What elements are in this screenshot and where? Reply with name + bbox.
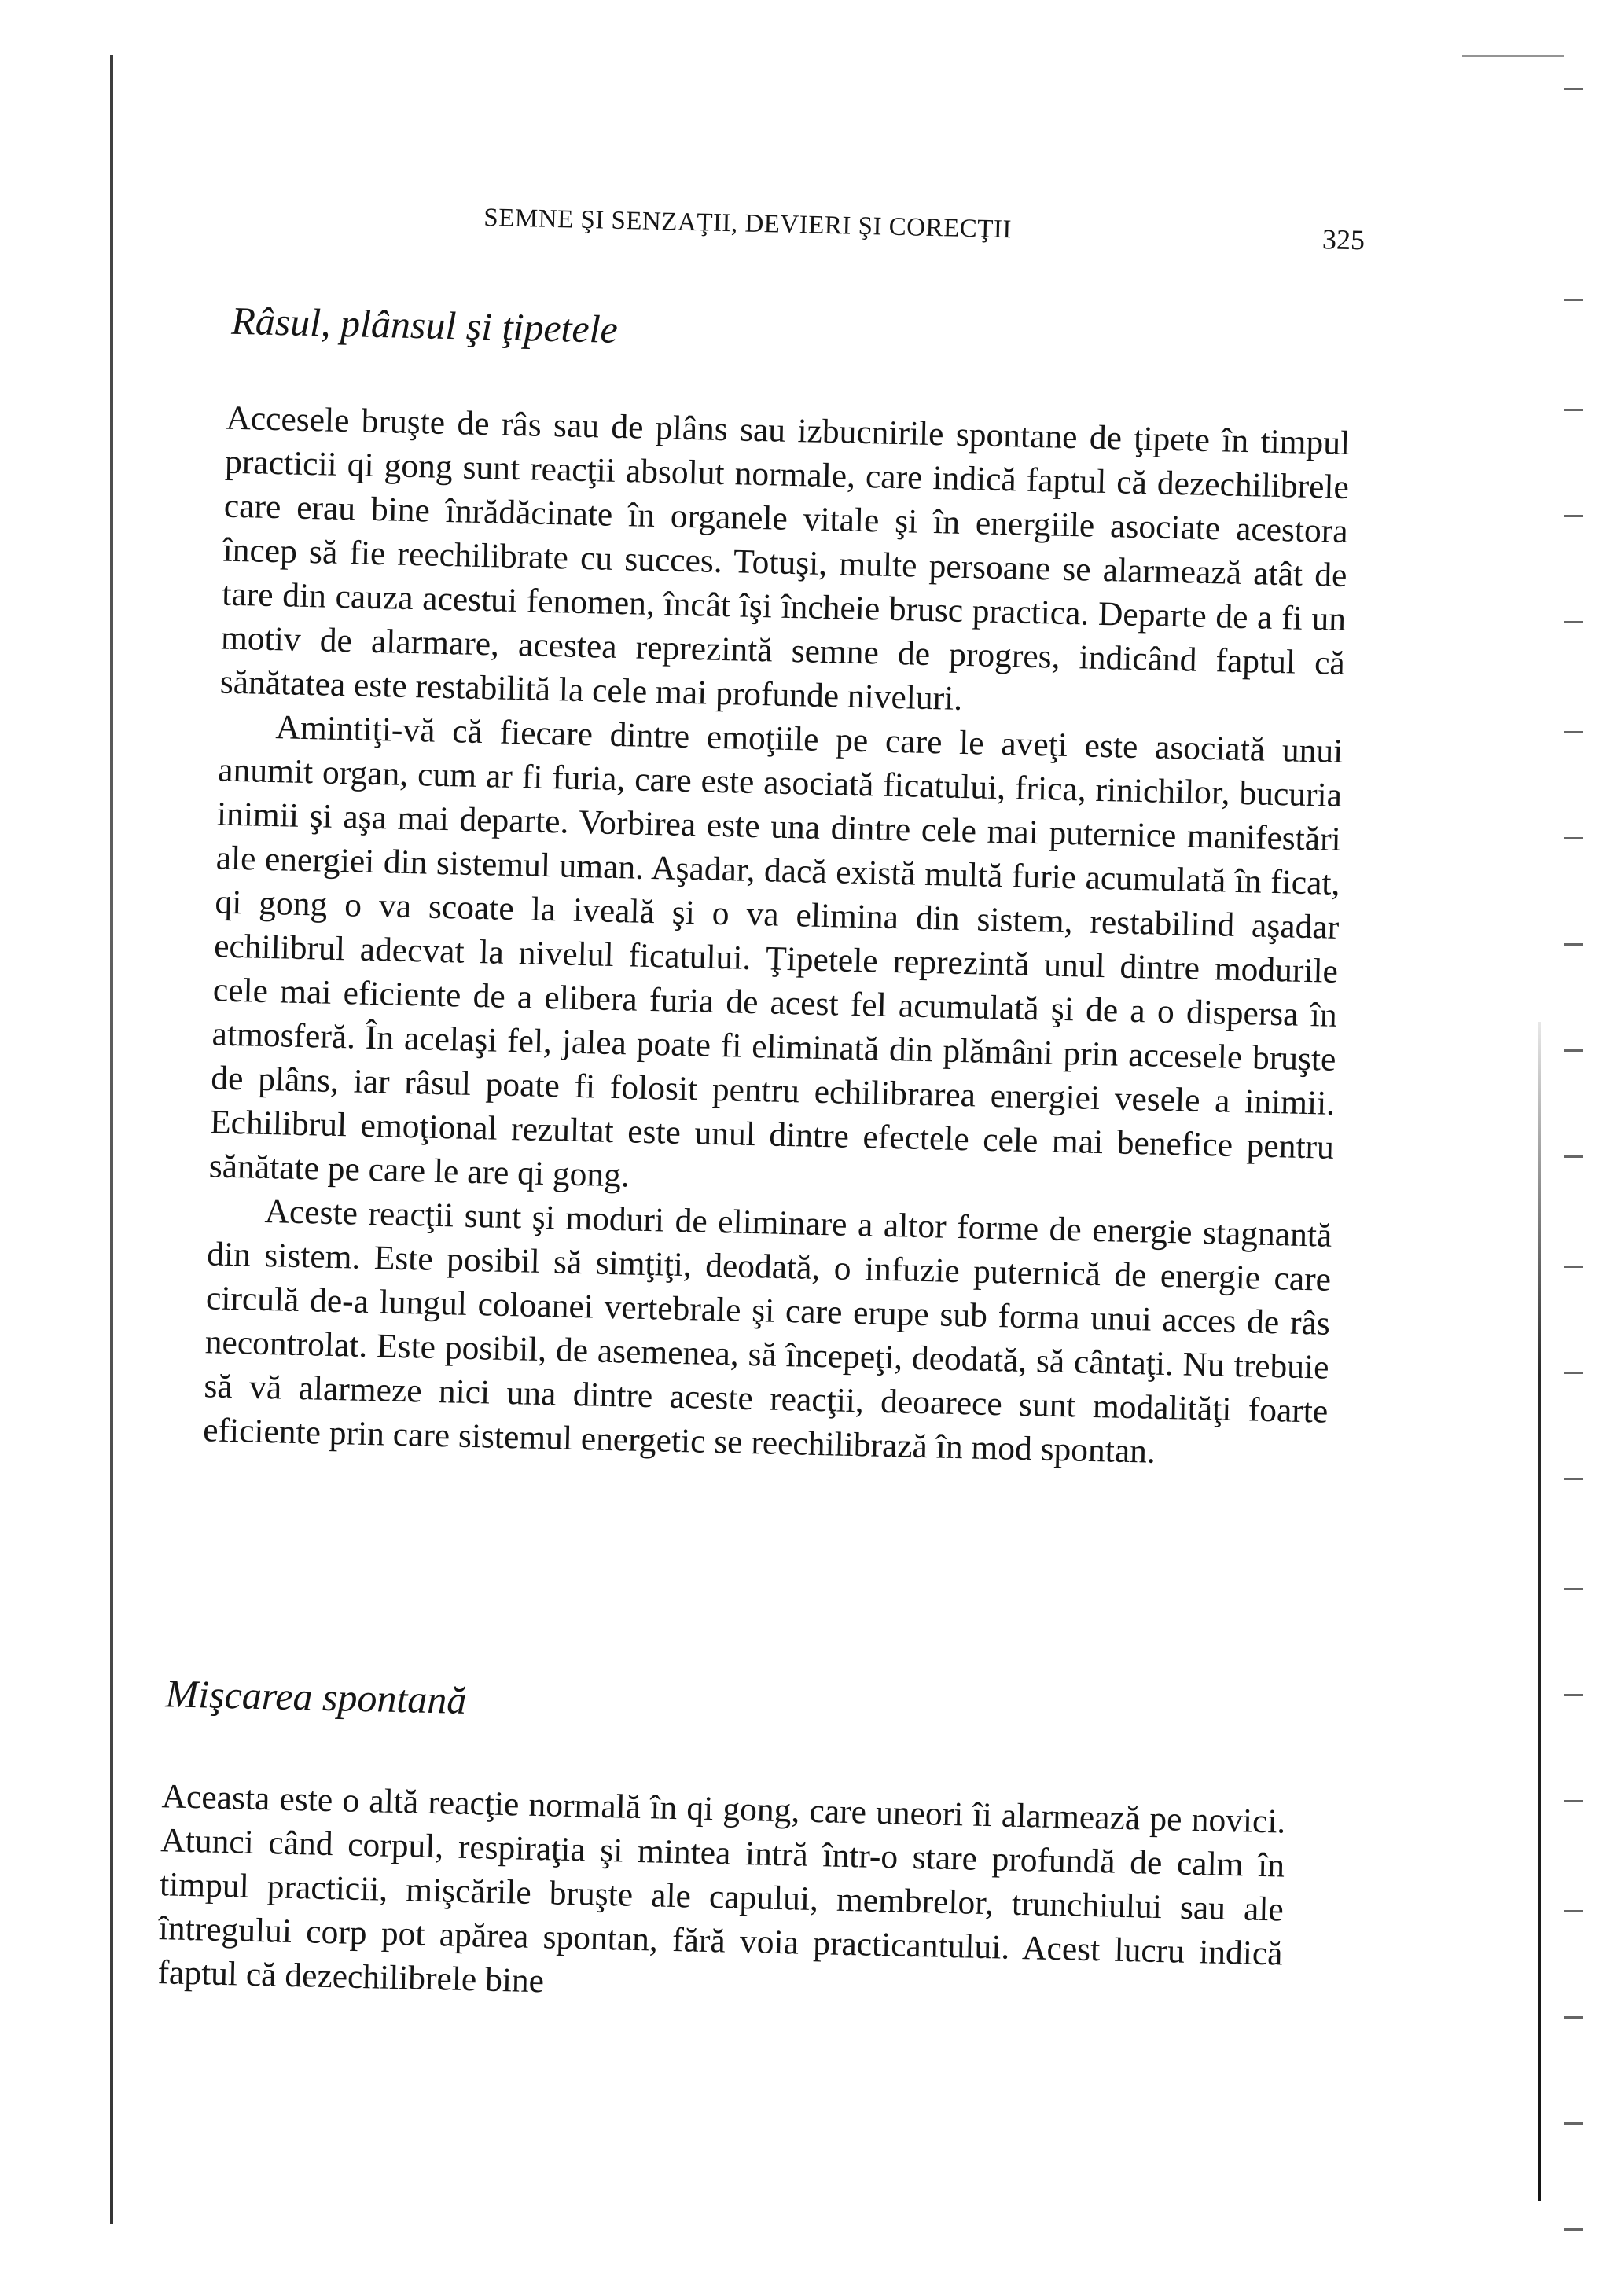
page-number: 325: [1321, 223, 1366, 256]
paragraph: Aceasta este o altă reacţie normală în qi gong, care uneori îi alarmează pe novici. Atunci când corpul, respiraţia şi mintea intră într-o stare profundă de calm în timpul practicii, mişcările bruşte ale capului, membrelor, trunchiului sau ale întregului corp pot apărea spontan, fără voia practicantului. Acest lucru indică faptul că dezechilibrele bine: [157, 1777, 1286, 2000]
section-heading: Mişcarea spontană: [165, 1671, 468, 1722]
paragraph: Accesele bruşte de râs sau de plâns sau izbucnirile spontane de ţipete în timpul practicii qi gong sunt reacţii absolut normale, care indică faptul că dezechilibrele care erau bine înrădăcinate în organele vitale şi în energiile asociate acestora încep să fie reechilibrate cu succes. Totuşi, multe persoane se alarmează atât de tare din cauza acestui fenomen, încât îşi încheie brusc practica. Departe de a fi un motiv de alarmare, acestea reprezintă semne de progres, indicând faptul că sănătatea este restabilită la cele mai profunde niveluri.: [219, 399, 1351, 718]
paragraph: Amintiţi-vă că fiecare dintre emoţiile pe care le aveţi este asociată unui anumit organ, cum ar fi furia, care este asociată ficatului, frica, rinichilor, bucuria inimii şi aşa mai departe. Vorbirea este una dintre cele mai puternice manifestări ale energiei din sistemul uman. Aşadar, dacă există multă furie acumulată în ficat, qi gong o va scoate la iveală şi o va elimina din sistem, restabilind aşadar echilibrul adecvat la nivelul ficatului. Ţipetele reprezintă unul dintre modurile cele mai eficiente de a elibera furia de acest fel acumulată şi de a o dispersa în atmosferă. În acelaşi fel, jalea poate fi eliminată din plămâni prin accesele bruşte de plâns, iar râsul poate fi folosit pentru echilibrarea energiei vesele a inimii. Echilibrul emoţional rezultat este unul dintre efectele cele mai benefice pentru sănătate pe care le are qi gong.: [208, 708, 1344, 1195]
section-heading: Râsul, plânsul şi ţipetele: [230, 298, 619, 351]
section-body: [157, 1774, 1286, 2019]
section-body: [203, 396, 1351, 1478]
paragraph: Aceste reacţii sunt şi moduri de eliminare a altor forme de energie stagnantă din sistem. Este posibil să simţiţi, deodată, o infuzie puternică de energie care circulă de-a lungul coloanei vertebrale şi care erupe sub forma unui acces de râs necontrolat. Este posibil, de asemenea, să începeţi, deodată, să cântaţi. Nu trebuie să vă alarmeze nici una dintre aceste reacţii, deoarece sunt modalităţi foarte eficiente prin care sistemul energetic se reechilibrază în mod spontan.: [202, 1192, 1332, 1471]
running-title: SEMNE ŞI SENZAŢII, DEVIERI ŞI CORECŢII: [483, 203, 1013, 244]
